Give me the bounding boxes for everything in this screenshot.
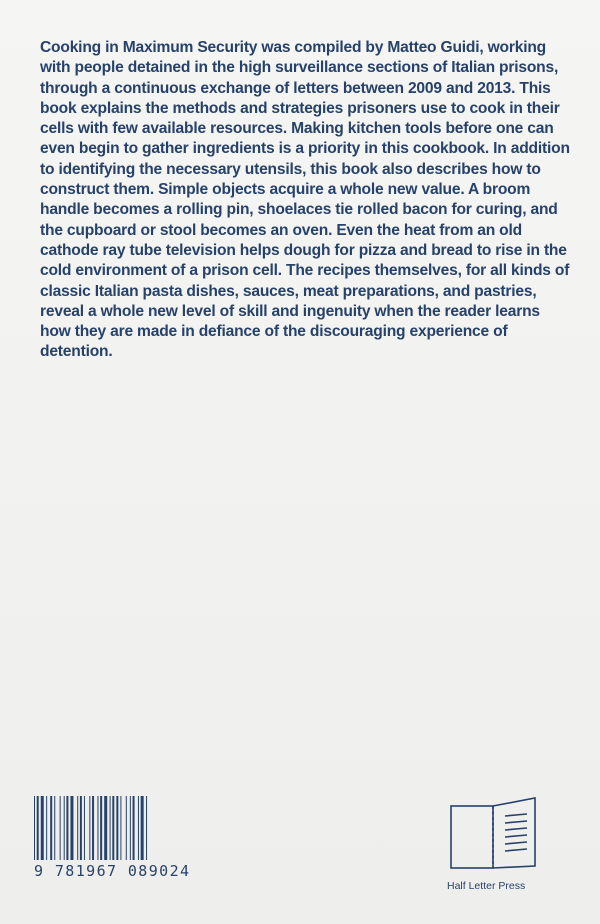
barcode-bar [133, 796, 135, 860]
barcode-bar [37, 796, 39, 860]
barcode-bar [66, 796, 68, 860]
barcode-bar [110, 796, 111, 860]
barcode-bar [138, 796, 139, 860]
barcode-bar [60, 796, 61, 860]
barcode-icon [34, 796, 184, 898]
barcode-bar [46, 796, 47, 860]
isbn-number: 9 781967 089024 [34, 862, 191, 880]
book-with-text-lines-icon [449, 794, 541, 876]
barcode-bar [89, 796, 90, 860]
barcode-bar [70, 796, 73, 860]
barcode-bars [34, 796, 184, 860]
barcode-bar [41, 796, 44, 860]
barcode-bar [80, 796, 82, 860]
barcode-bar [64, 796, 65, 860]
barcode-bar [50, 796, 52, 860]
barcode-bar [84, 796, 85, 860]
barcode-bar [130, 796, 131, 860]
barcode-bar [54, 796, 55, 860]
barcode-bar [112, 796, 114, 860]
barcode-bar [77, 796, 78, 860]
barcode-bar [116, 796, 118, 860]
publisher-name: Half Letter Press [447, 880, 526, 892]
barcode-bar [126, 796, 127, 860]
barcode-bar [34, 796, 35, 860]
blurb-text: Cooking in Maximum Security was compiled by Matteo Guidi, working with people detained in the high surveillance sections of Italian prisons, through a continuous exchange of letters between 2009 and 2013. This book explains the methods and strategies prisoners use to cook in their cells with few available resources. Making kitchen tools before one can even begin to gather ingredients is a priority in this cookbook. In addition to identifying the necessary utensils, this book also describes how to construct them. Simple objects acquire a whole new value. A broom handle becomes a rolling pin, shoelaces tie rolled bacon for curing, and the cupboard or stool becomes an oven. Even the heat from an old cathode ray tube television helps dough for pizza and bread to rise in the cold environment of a prison cell. The recipes themselves, for all kinds of classic Italian pasta dishes, sauces, meat preparations, and pastries, reveal a whole new level of skill and ingenuity when the reader learns how they are made in defiance of the discouraging experience of detention. [40, 39, 570, 361]
barcode-bar [100, 796, 102, 860]
barcode-bar [97, 796, 98, 860]
barcode-bar [92, 796, 94, 860]
barcode-bar [141, 796, 144, 860]
barcode-bar [104, 796, 107, 860]
barcode-bar [120, 796, 121, 860]
barcode-bar [146, 796, 147, 860]
